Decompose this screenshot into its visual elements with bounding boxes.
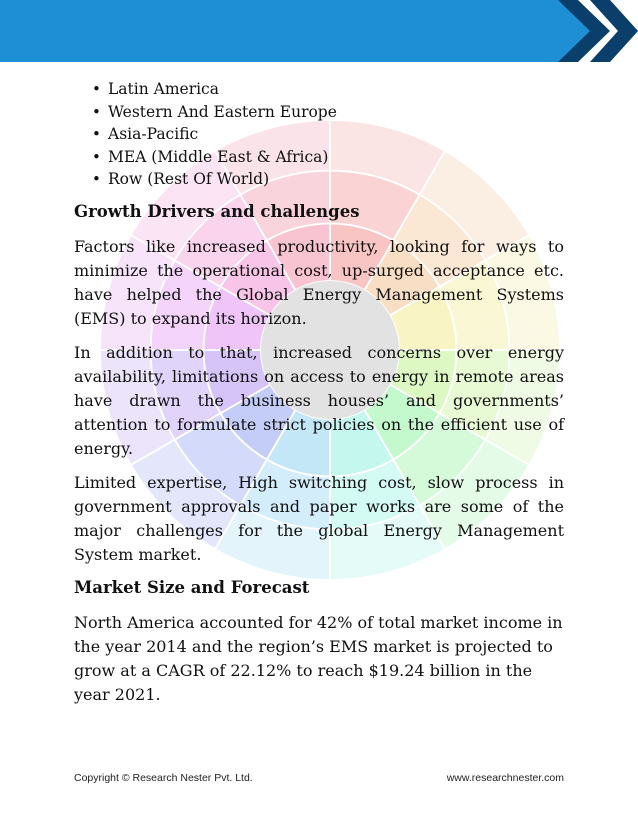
market-paragraph: North America accounted for 42% of total market income in the year 2014 and the region’s EMS market is projected to grow at a CAGR of 22.12% to reach $19.24 billion in the year 2021. (74, 612, 563, 704)
bullet-icon: • (92, 80, 101, 98)
bullet-icon: • (92, 102, 101, 121)
growth-paragraph-1: Factors like increased productivity, looking for ways to minimize the operational cost, up-surged acceptance etc. have helped the Global Energy Management Systems (EMS) to expand its horizon. (74, 236, 564, 328)
list-item: • Latin America (92, 78, 564, 101)
list-item: • MEA (Middle East & Africa) (92, 146, 564, 169)
list-item: • Western And Eastern Europe (92, 101, 564, 124)
list-item: • Asia-Pacific (92, 123, 564, 146)
market-heading: Market Size and Forecast (74, 577, 310, 597)
header-band (0, 0, 638, 62)
bullet-icon: • (92, 125, 101, 143)
copyright-text: Copyright © Research Nester Pvt. Ltd. (74, 772, 253, 784)
header-bar (0, 0, 548, 62)
document-body (74, 78, 564, 717)
footer (74, 772, 564, 784)
bullet-icon: • (92, 147, 101, 166)
website-link[interactable]: www.researchnester.com (446, 772, 564, 784)
growth-paragraph-2: In addition to that, increased concerns over energy availability, limitations on access to energy in remote areas have drawn the business houses’ and governments’ attention to formulate strict policies on the efficient use of energy. (74, 342, 564, 458)
growth-heading: Growth Drivers and challenges (74, 201, 360, 221)
list-item: • Row (Rest Of World) (92, 168, 564, 191)
region-list (74, 78, 564, 191)
bullet-icon: • (92, 170, 101, 188)
growth-paragraph-3: Limited expertise, High switching cost, slow process in government approvals and paper works are some of the major challenges for the global Energy Management System market. (74, 472, 564, 564)
